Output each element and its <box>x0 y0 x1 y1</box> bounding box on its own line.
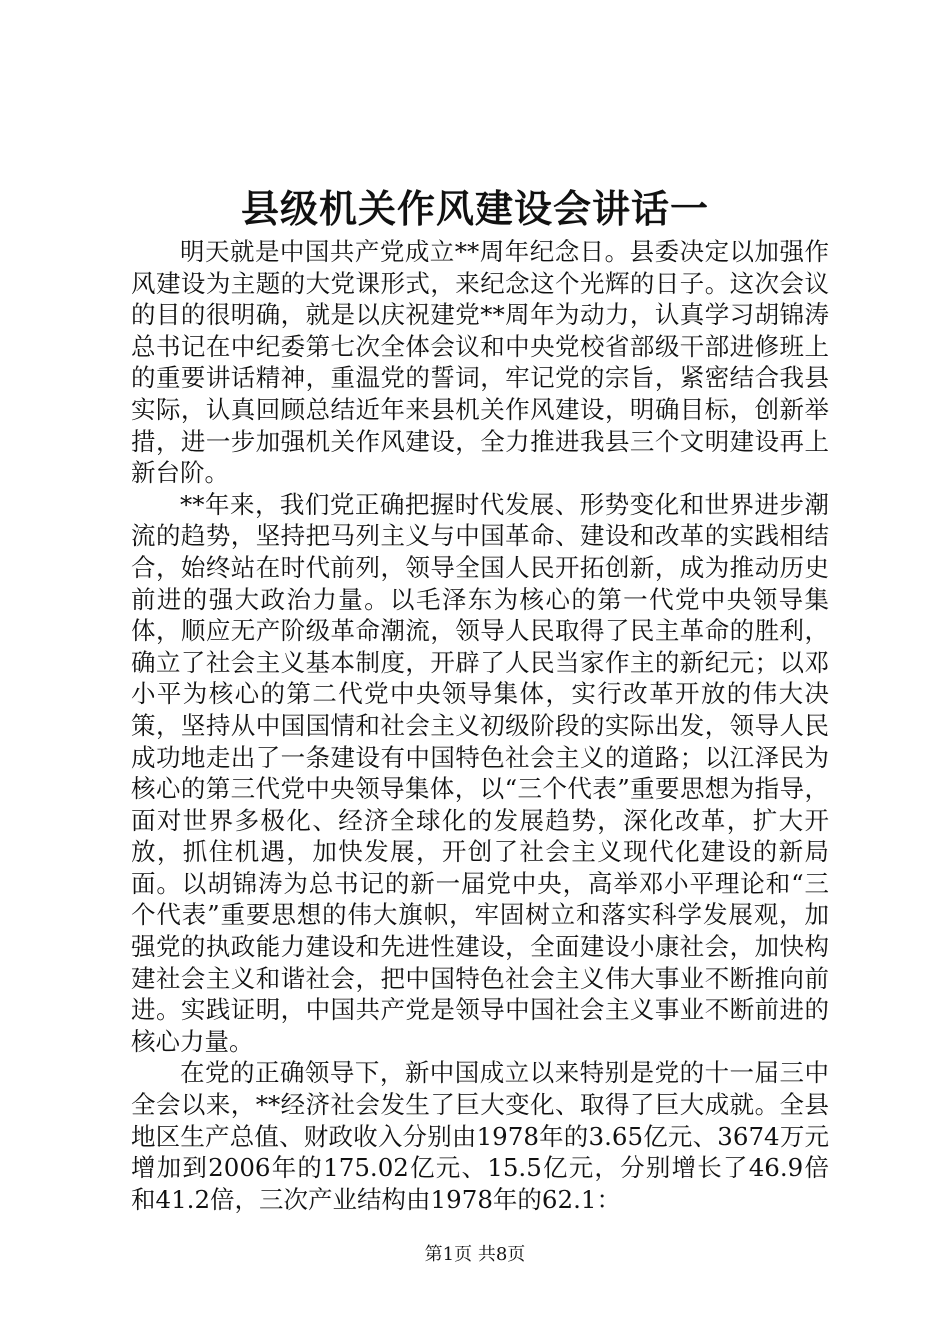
document-title: 县级机关作风建设会讲话一 <box>240 186 709 231</box>
paragraph-3: 在党的正确领导下，新中国成立以来特别是党的十一届三中全会以来，**经济社会发生了巨大变化、取得了巨大成就。全县地区生产总值、财政收入分别由1978年的3.65亿元、3674万元增加到2006年的175.02亿元、15.5亿元，分别增长了46.9倍和41.2倍，三次产业结构由1978年的62.1： <box>131 1058 829 1214</box>
paragraph-1: 明天就是中国共产党成立**周年纪念日。县委决定以加强作风建设为主题的大党课形式，来纪念这个光辉的日子。这次会议的目的很明确，就是以庆祝建党**周年为动力，认真学习胡锦涛总书记在中纪委第七次全体会议和中央党校省部级干部进修班上的重要讲话精神，重温党的誓词，牢记党的宗旨，紧密结合我县实际，认真回顾总结近年来县机关作风建设，明确目标，创新举措，进一步加强机关作风建设，全力推进我县三个文明建设再上新台阶。 <box>131 237 829 488</box>
document-body <box>131 236 829 1215</box>
page-footer: 第1页 共8页 <box>424 1244 526 1265</box>
paragraph-2: **年来，我们党正确把握时代发展、形势变化和世界进步潮流的趋势，坚持把马列主义与中国革命、建设和改革的实践相结合，始终站在时代前列，领导全国人民开拓创新，成为推动历史前进的强大政治力量。以毛泽东为核心的第一代党中央领导集体，顺应无产阶级革命潮流，领导人民取得了民主革命的胜利，确立了社会主义基本制度，开辟了人民当家作主的新纪元；以邓小平为核心的第二代党中央领导集体，实行改革开放的伟大决策，坚持从中国国情和社会主义初级阶段的实际出发，领导人民成功地走出了一条建设有中国特色社会主义的道路；以江泽民为核心的第三代党中央领导集体，以“三个代表”重要思想为指导，面对世界多极化、经济全球化的发展趋势，深化改革，扩大开放，抓住机遇，加快发展，开创了社会主义现代化建设的新局面。以胡锦涛为总书记的新一届党中央，高举邓小平理论和“三个代表”重要思想的伟大旗帜，牢固树立和落实科学发展观，加强党的执政能力建设和先进性建设，全面建设小康社会，加快构建社会主义和谐社会，把中国特色社会主义伟大事业不断推向前进。实践证明，中国共产党是领导中国社会主义事业不断前进的核心力量。 <box>131 489 829 1056</box>
